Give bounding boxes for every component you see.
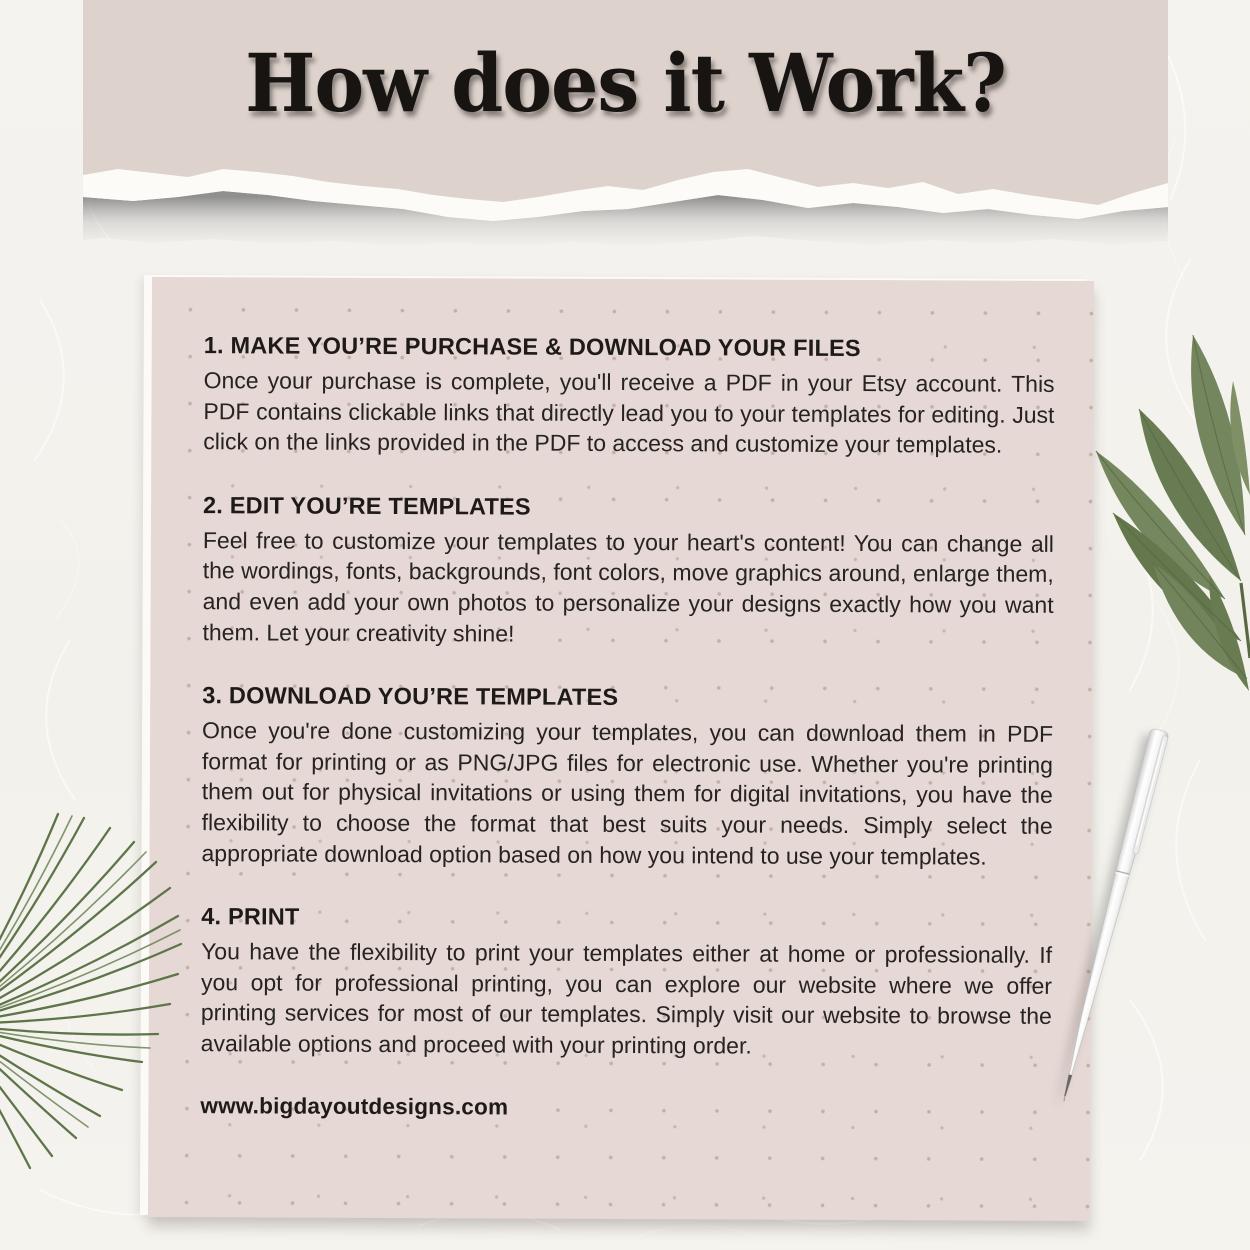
instruction-section: [201, 681, 1053, 872]
instruction-section: [201, 902, 1053, 1062]
section-body: Feel free to customize your templates to your heart's content! You can change all the wordings, fonts, backgrounds, font colors, move graphics around, enlarge them, and even add your own photos to personalize your designs exactly how you want them. Let your creativity shine!: [202, 526, 1054, 647]
instruction-section: [203, 331, 1055, 460]
section-heading: 3. DOWNLOAD YOU’RE TEMPLATES: [202, 682, 619, 711]
section-heading: 2. EDIT YOU’RE TEMPLATES: [203, 491, 531, 520]
leaves-image: [1093, 323, 1250, 693]
instructions-paper: [148, 277, 1094, 1221]
section-body: Once you're done customizing your templates, you can download them in PDF format for printing or as PNG/JPG files for electronic use. Whether you're printing them out for physical invitations or using them for digital invitations, you have the flexibility to choose the format that best suits your needs. Simply select the appropriate download option based on how you intend to use your templates.: [201, 717, 1054, 870]
section-body: You have the flexibility to print your templates either at home or professionally. If you opt for professional printing, you can explore our website where we offer printing services for most of our templates. Simply visit our website to browse the available options and proceed with your printing order.: [200, 938, 1053, 1059]
section-body: Once your purchase is complete, you'll receive a PDF in your Etsy account. This PDF contains clickable links that directly lead you to your templates for editing. Just click on the links provided in the PDF to access and customize your templates.: [203, 367, 1055, 458]
torn-paper-edge: [83, 145, 1168, 255]
section-heading: 4. PRINT: [201, 903, 300, 930]
website-url: www.bigdayoutdesigns.com: [200, 1092, 509, 1120]
instruction-section: [202, 491, 1054, 651]
section-heading: 1. MAKE YOU’RE PURCHASE & DOWNLOAD YOUR FILES: [203, 332, 861, 362]
page-title: How does it Work?: [245, 36, 1006, 130]
